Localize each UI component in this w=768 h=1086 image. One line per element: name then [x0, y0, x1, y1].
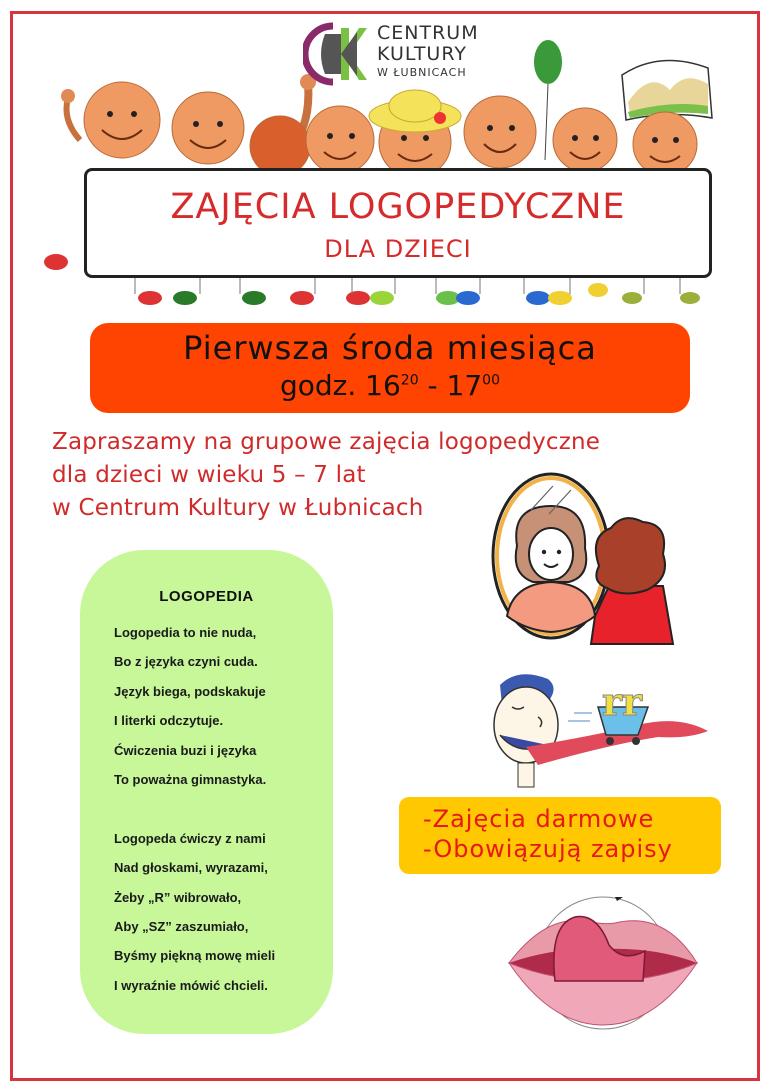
logo-line-2: KULTURY — [377, 43, 467, 65]
poem-line: Bo z języka czyni cuda. — [114, 654, 258, 670]
invitation-line: w Centrum Kultury w Łubnicach — [52, 495, 424, 521]
poem-line: I wyraźnie mówić chcieli. — [114, 977, 268, 993]
poem-line: To poważna gimnastyka. — [114, 772, 267, 788]
poem-line: Ćwiczenia buzi i języka — [114, 742, 257, 758]
poem-box — [80, 550, 333, 1034]
schedule-time — [90, 369, 690, 402]
time-end-minutes: 00 — [482, 372, 500, 389]
schedule-box — [90, 323, 690, 413]
info-registration: -Obowiązują zapisy — [423, 835, 673, 863]
info-free: -Zajęcia darmowe — [423, 805, 655, 833]
poem-line: Aby „SZ” zaszumiało, — [114, 919, 249, 935]
tongue-lips-exercise-illustration — [505, 885, 700, 1030]
svg-text:rr: rr — [602, 679, 643, 724]
info-box — [399, 797, 721, 874]
centrum-kultury-logo — [303, 22, 503, 88]
logo-line-3: W ŁUBNICACH — [377, 66, 467, 79]
title-sign — [84, 168, 712, 278]
ck-logo-icon — [303, 22, 371, 86]
poem-line: I literki odczytuje. — [114, 713, 224, 729]
stanza-gap — [114, 794, 275, 823]
poem-line: Nad głoskami, wyrazami, — [114, 860, 268, 876]
poem-line: Żeby „R” wibrowało, — [114, 889, 242, 905]
page-subtitle: DLA DZIECI — [324, 235, 472, 263]
time-end-hour: - 17 — [418, 369, 483, 402]
invitation-line: dla dzieci w wieku 5 – 7 lat — [52, 462, 366, 488]
girl-at-mirror-illustration — [487, 466, 677, 651]
poem-line: Logopedia to nie nuda, — [114, 625, 257, 640]
logo-line-1: CENTRUM — [377, 22, 479, 44]
schedule-day: Pierwsza środa miesiąca — [183, 329, 597, 367]
time-start-hour: godz. 16 — [279, 369, 401, 402]
poem-title: LOGOPEDIA — [159, 588, 254, 605]
boy-tongue-rr-cart-illustration — [478, 665, 718, 790]
poem-text — [114, 618, 275, 1000]
poem-line: Logopeda ćwiczy z nami — [114, 830, 266, 846]
invitation-line: Zapraszamy na grupowe zajęcia logopedyczne — [52, 429, 601, 455]
poem-line: Byśmy piękną mowę mieli — [114, 948, 276, 964]
page-title: ZAJĘCIA LOGOPEDYCZNE — [170, 187, 626, 227]
time-start-minutes: 20 — [400, 372, 419, 389]
poem-line: Język biega, podskakuje — [114, 683, 266, 699]
